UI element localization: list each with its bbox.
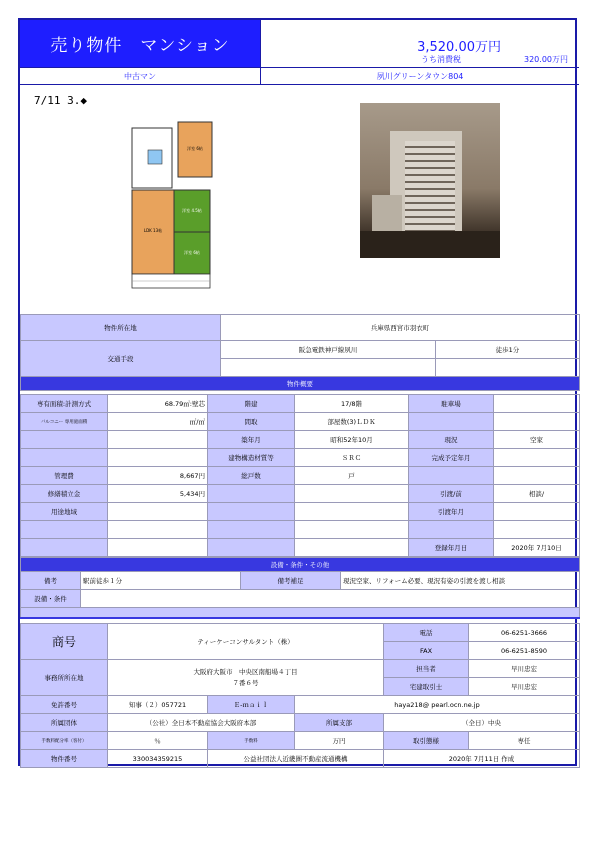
table-row	[21, 503, 580, 521]
table-cell	[494, 395, 580, 413]
floor-plan	[126, 120, 214, 296]
tel-value: 06-6251-3666	[469, 624, 580, 642]
company-table	[20, 623, 580, 768]
table-cell: 昭和52年10月	[295, 431, 409, 449]
branch-value: （全日）中央	[384, 714, 580, 732]
table-cell	[21, 521, 108, 539]
table-cell: 2020年 7月10日	[494, 539, 580, 557]
location-table	[20, 314, 580, 391]
table-row	[21, 485, 580, 503]
table-row	[21, 449, 580, 467]
sheet-title: 売り物件 マンション	[20, 20, 260, 67]
table-cell: 総戸数	[208, 467, 295, 485]
org-value: 公益社団法人近畿圏不動産流通機構	[208, 750, 384, 768]
table-cell	[409, 521, 494, 539]
property-name: 夙川グリーンタウン804	[260, 68, 579, 84]
table-cell: 駐車場	[409, 395, 494, 413]
table-cell: 5,434円	[108, 485, 208, 503]
table-row	[21, 395, 580, 413]
agent-value: 早川忠宏	[469, 678, 580, 696]
table-cell: 8,667円	[108, 467, 208, 485]
table-row	[21, 521, 580, 539]
assoc-value: （公社）全日本不動産協会大阪府本部	[108, 714, 295, 732]
facilities-table	[20, 557, 580, 619]
table-cell: 戸	[295, 467, 409, 485]
table-row	[21, 431, 580, 449]
table-cell	[21, 539, 108, 557]
table-cell: 管理費	[21, 467, 108, 485]
tel-label: 電話	[384, 624, 469, 642]
table-row	[21, 467, 580, 485]
table-cell	[409, 413, 494, 431]
fax-value: 06-6251-8590	[469, 642, 580, 660]
company-name: ティーケーコンサルタント（株）	[108, 624, 384, 660]
table-cell: ㎡/㎡	[108, 413, 208, 431]
date-code: 7/11 3.◆	[34, 94, 87, 107]
overview-title: 物件概要	[21, 377, 580, 391]
transport-walk: 徒歩1分	[436, 341, 580, 359]
table-row	[21, 413, 580, 431]
assoc-label: 所属団体	[21, 714, 108, 732]
deal-label: 取引態様	[384, 732, 469, 750]
license-label: 免許番号	[21, 696, 108, 714]
staff-label: 担当者	[384, 660, 469, 678]
table-cell: 引渡年月	[409, 503, 494, 521]
table-cell: 登録年月日	[409, 539, 494, 557]
property-sheet	[18, 18, 577, 766]
table-cell: 空家	[494, 431, 580, 449]
table-cell	[108, 539, 208, 557]
overview-table	[20, 394, 580, 557]
email-value[interactable]: haya218@ pearl.ocn.ne.jp	[295, 696, 580, 714]
table-cell	[21, 449, 108, 467]
room-label: 洋室 4.5帖	[182, 208, 202, 213]
building-photo	[360, 103, 500, 258]
building-balconies	[405, 141, 455, 231]
table-cell: 部屋数(3)ＬＤＫ	[295, 413, 409, 431]
table-cell: 階建	[208, 395, 295, 413]
table-cell	[208, 539, 295, 557]
tax-label: うち消費税	[421, 55, 461, 64]
price: 3,520.00万円	[417, 40, 501, 55]
table-cell: 68.79㎡:壁芯	[108, 395, 208, 413]
facilities-title: 設備・条件・その他	[21, 558, 580, 572]
table-cell: 引渡/前	[409, 485, 494, 503]
table-cell: 間取	[208, 413, 295, 431]
company-name-label: 商号	[21, 624, 108, 660]
staff-value: 早川忠宏	[469, 660, 580, 678]
table-cell: 修繕積立金	[21, 485, 108, 503]
table-cell	[295, 539, 409, 557]
table-cell	[208, 503, 295, 521]
tax-value: 320.00万円	[524, 55, 568, 64]
table-cell	[108, 503, 208, 521]
deal-value: 専任	[469, 732, 580, 750]
table-cell: 完成予定年月	[409, 449, 494, 467]
table-cell	[494, 503, 580, 521]
table-cell: 専有面積:計測方式	[21, 395, 108, 413]
office-line-2: ７番６号	[232, 678, 259, 687]
table-cell: 築年月	[208, 431, 295, 449]
email-label: Ｅ-ｍａｉｌ	[208, 696, 295, 714]
created-date: 2020年 7月11日 作成	[384, 750, 580, 768]
table-cell: 相談/	[494, 485, 580, 503]
location-label: 物件所在地	[21, 315, 221, 341]
table-cell: ＳＲＣ	[295, 449, 409, 467]
fax-label: FAX	[384, 642, 469, 660]
table-cell	[409, 467, 494, 485]
property-type: 中古マン	[124, 72, 156, 81]
table-cell	[108, 431, 208, 449]
fee2-value: 万円	[295, 732, 384, 750]
table-row	[21, 539, 580, 557]
license-value: 知事（２）057721	[108, 696, 208, 714]
id-value: 330034359215	[108, 750, 208, 768]
type-band	[20, 67, 579, 85]
price-box	[260, 20, 579, 67]
equip-value	[81, 590, 580, 608]
table-cell	[494, 413, 580, 431]
room-label: LDK 13帖	[143, 228, 163, 233]
branch-label: 所属支部	[295, 714, 384, 732]
street	[360, 231, 500, 258]
room-label: 洋室 6帖	[187, 146, 203, 151]
table-cell	[208, 485, 295, 503]
table-cell	[494, 467, 580, 485]
fee2-label: 手数料	[208, 732, 295, 750]
table-cell: バルコニー 専用庭面積	[21, 413, 108, 431]
table-cell: 建物構造材質等	[208, 449, 295, 467]
table-cell: 17/8階	[295, 395, 409, 413]
table-cell	[494, 521, 580, 539]
table-cell	[208, 521, 295, 539]
table-cell	[295, 485, 409, 503]
office-label: 事務所所在地	[21, 660, 108, 696]
room-label: 洋室 6帖	[184, 250, 200, 255]
agent-label: 宅建取引士	[384, 678, 469, 696]
equip-label: 設備・条件	[21, 590, 81, 608]
table-cell	[108, 521, 208, 539]
table-cell	[494, 449, 580, 467]
transport-line: 阪急電鉄神戸線夙川	[221, 341, 436, 359]
office-line-1: 大阪府大阪市 中央区南船場４丁目	[193, 667, 298, 676]
id-label: 物件番号	[21, 750, 108, 768]
table-cell	[295, 503, 409, 521]
remarks-label: 備考	[21, 572, 81, 590]
table-cell: 用途地域	[21, 503, 108, 521]
remarks2-value: 現況空家、リフォーム必要、現況有姿の引渡を渡し相談	[341, 572, 580, 590]
table-cell: 現況	[409, 431, 494, 449]
remarks2-label: 備考補足	[241, 572, 341, 590]
location-value: 兵庫県西宮市羽衣町	[221, 315, 580, 341]
table-cell	[295, 521, 409, 539]
table-cell	[21, 431, 108, 449]
table-cell	[108, 449, 208, 467]
fee-label: 手数料配分率（客付）	[21, 732, 108, 750]
fee-value: ％	[108, 732, 208, 750]
transport-label: 交通手段	[21, 341, 221, 377]
remarks-value: 駅前徒歩１分	[81, 572, 241, 590]
